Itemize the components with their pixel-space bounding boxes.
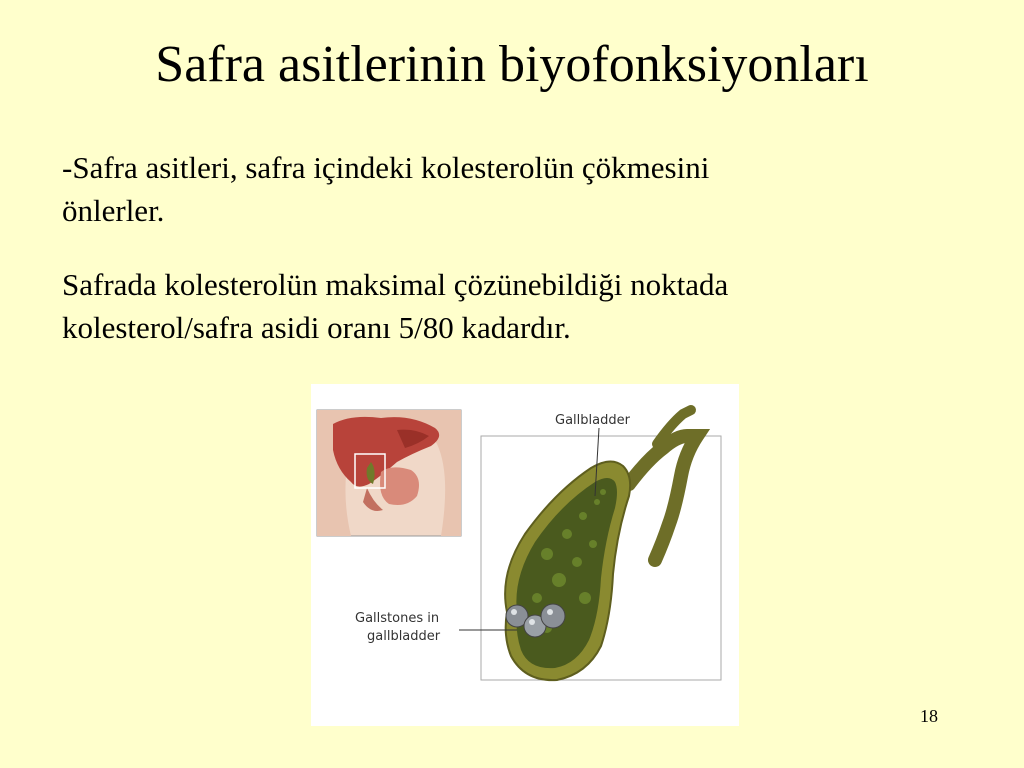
gallbladder-illustration [311,384,739,726]
gallbladder-illustration-svg [311,384,739,726]
paragraph-2-line-1: Safrada kolesterolün maksimal çözünebildiği noktada [62,267,729,302]
label-gallstones-line-1: Gallstones in [355,611,440,626]
paragraph-2-line-2: kolesterol/safra asidi oranı 5/80 kadardır. [62,310,571,345]
paragraph-1-line-1: -Safra asitleri, safra içindeki kolesterolün çökmesini [62,150,710,185]
stomach-shape [380,467,419,505]
paragraph-cholesterol-ratio [62,263,962,349]
slide-title: Safra asitlerinin biyofonksiyonları [155,36,869,93]
page-number: 18 [920,706,938,726]
label-gallstones-line-2: gallbladder [367,629,441,644]
paragraph-1-line-2: önlerler. [62,193,165,228]
torso-inset [317,410,461,536]
paragraph-bile-acids-prevent-precipitation [62,146,962,232]
label-gallbladder: Gallbladder [555,413,630,428]
